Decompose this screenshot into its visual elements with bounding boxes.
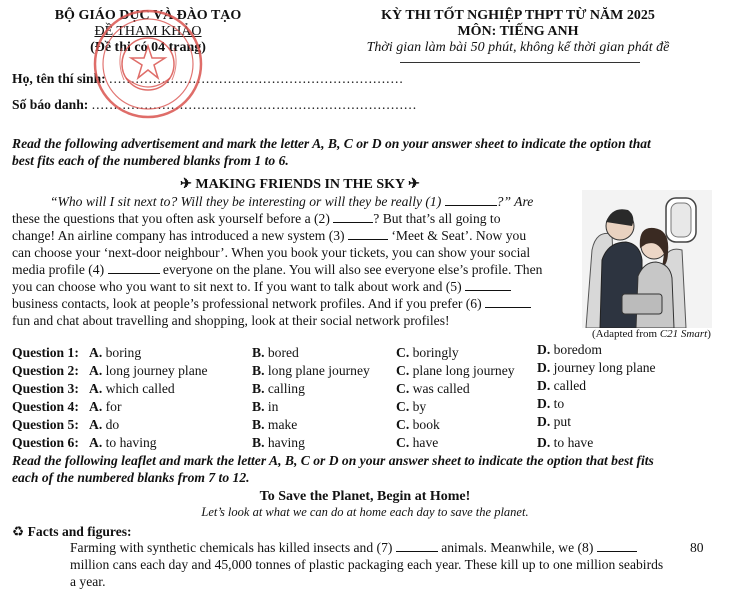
section1-instruction-line2: best fits each of the numbered blanks from 1 to 6.: [12, 153, 289, 168]
option-text: book: [412, 417, 440, 432]
option-letter: D.: [537, 414, 551, 429]
candidate-name-dots: ...................................................................: [109, 71, 404, 86]
option-letter: D.: [537, 378, 551, 393]
option-a[interactable]: [89, 381, 175, 397]
source-suffix: ): [707, 328, 711, 340]
passage-text: ?” Are: [496, 194, 534, 209]
option-d[interactable]: [537, 396, 564, 412]
time-note: Thời gian làm bài 50 phút, không kể thời gian phát đề: [366, 40, 670, 55]
ministry-name: BỘ GIÁO DỤC VÀ ĐÀO TẠO: [54, 8, 242, 23]
option-a[interactable]: [89, 435, 157, 451]
option-letter: C.: [396, 435, 410, 450]
option-c[interactable]: [396, 435, 438, 451]
option-c[interactable]: [396, 399, 426, 415]
passage-text: ? But that’s all going to: [373, 211, 501, 226]
option-text: to having: [105, 435, 157, 450]
couple-on-plane-illustration: [582, 190, 712, 328]
blank-2: [333, 211, 373, 223]
option-letter: A.: [89, 345, 103, 360]
source-name: C21 Smart: [659, 328, 708, 340]
option-a[interactable]: [89, 345, 141, 361]
section2-instruction-line1: Read the following leaflet and mark the letter A, B, C or D on your answer sheet to indicate the option that best fits: [12, 453, 654, 468]
facts-line-1-end: 80: [690, 540, 704, 555]
option-d[interactable]: [537, 414, 571, 430]
option-letter: C.: [396, 417, 410, 432]
facts-heading: Facts and figures:: [27, 524, 132, 539]
passage-text: everyone on the plane. You will also see everyone else’s profile. Then: [162, 262, 543, 277]
option-c[interactable]: [396, 345, 459, 361]
question-label: Question 4:: [12, 399, 79, 414]
option-text: in: [267, 399, 279, 414]
option-text: for: [105, 399, 122, 414]
passage-text: change! An airline company has introduced a new system (3): [12, 228, 345, 243]
source-prefix: (Adapted from: [592, 328, 660, 340]
option-b[interactable]: [252, 381, 305, 397]
passage-line-5: [12, 262, 542, 278]
passage-line-1: [50, 194, 533, 210]
option-letter: C.: [396, 381, 410, 396]
option-a[interactable]: [89, 363, 208, 379]
option-letter: A.: [89, 399, 103, 414]
facts-line-2: million cans each day and 45,000 tonnes of plastic packaging each year. These kill up to one million seabirds: [70, 557, 664, 572]
option-text: do: [105, 417, 120, 432]
facts-text: animals. Meanwhile, we (8): [441, 540, 594, 555]
option-text: having: [267, 435, 305, 450]
passage-text: “Who will I sit next to? Will they be interesting or will they be really (1): [50, 194, 442, 209]
option-text: to: [553, 396, 565, 411]
blank-4: [108, 262, 160, 274]
recycle-icon: ♻: [12, 524, 25, 539]
passage-text: ‘Meet & Seat’. Now you: [391, 228, 527, 243]
blank-3: [348, 228, 388, 240]
option-letter: D.: [537, 360, 551, 375]
passage-text: media profile (4): [12, 262, 105, 277]
option-b[interactable]: [252, 345, 299, 361]
option-letter: C.: [396, 363, 410, 378]
blank-5: [465, 279, 511, 291]
option-letter: B.: [252, 399, 265, 414]
facts-line-3: a year.: [70, 574, 106, 589]
question-label: Question 5:: [12, 417, 79, 432]
option-letter: B.: [252, 417, 265, 432]
option-letter: D.: [537, 342, 551, 357]
option-text: plane long journey: [412, 363, 515, 378]
facts-text: Farming with synthetic chemicals has killed insects and (7): [70, 540, 393, 555]
option-letter: A.: [89, 417, 103, 432]
question-label: Question 2:: [12, 363, 79, 378]
question-label: Question 3:: [12, 381, 79, 396]
doc-type: ĐỀ THAM KHẢO: [94, 24, 202, 39]
option-b[interactable]: [252, 363, 370, 379]
option-text: bored: [267, 345, 299, 360]
subject-title: MÔN: TIẾNG ANH: [457, 24, 579, 39]
option-letter: D.: [537, 435, 551, 450]
blank-6: [485, 296, 531, 308]
candidate-name-label: Họ, tên thí sinh:: [12, 71, 106, 86]
option-c[interactable]: [396, 417, 440, 433]
option-letter: A.: [89, 363, 103, 378]
option-d[interactable]: [537, 378, 586, 394]
option-text: called: [553, 378, 587, 393]
option-a[interactable]: [89, 417, 119, 433]
facts-heading-row: [12, 524, 132, 540]
candidate-id-row: [12, 97, 417, 113]
passage-line-7: [12, 296, 531, 312]
option-text: long journey plane: [105, 363, 208, 378]
passage-line-3: [12, 228, 526, 244]
option-letter: D.: [537, 396, 551, 411]
passage-text: these the questions that you often ask yourself before a (2): [12, 211, 330, 226]
question-row: [12, 360, 712, 381]
option-text: boringly: [412, 345, 459, 360]
candidate-id-dots: ..........................................................................: [91, 97, 418, 112]
option-letter: B.: [252, 363, 265, 378]
section1-instruction-line1: Read the following advertisement and mark the letter A, B, C or D on your answer sheet to indicate the option that: [12, 136, 651, 151]
option-text: journey long plane: [553, 360, 656, 375]
blank-1: [445, 194, 497, 206]
option-d[interactable]: [537, 435, 593, 451]
question-label: Question 1:: [12, 345, 79, 360]
option-letter: C.: [396, 399, 410, 414]
candidate-id-label: Số báo danh:: [12, 97, 89, 112]
passage-source: [592, 328, 711, 340]
option-letter: C.: [396, 345, 410, 360]
option-text: which called: [105, 381, 175, 396]
option-letter: B.: [252, 381, 265, 396]
passage-text: business contacts, look at people’s professional network profiles. And if you prefer (6): [12, 296, 482, 311]
question-label: Question 6:: [12, 435, 79, 450]
option-c[interactable]: [396, 363, 515, 379]
question-row: [12, 435, 712, 453]
passage-line-2: [12, 211, 501, 227]
option-text: by: [412, 399, 427, 414]
passage-text: you can choose who you want to sit next to. If you want to talk about work and (5): [12, 279, 462, 294]
facts-line-1: [70, 540, 637, 556]
leaflet-subtitle: Let’s look at what we can do at home each day to save the planet.: [201, 505, 529, 519]
leaflet-title: To Save the Planet, Begin at Home!: [259, 489, 471, 504]
candidate-name-row: [12, 71, 404, 87]
passage-line-6: [12, 279, 511, 295]
option-text: make: [267, 417, 298, 432]
advert-title: ✈ MAKING FRIENDS IN THE SKY ✈: [180, 177, 420, 192]
exam-title: KỲ THI TỐT NGHIỆP THPT TỪ NĂM 2025: [381, 8, 655, 23]
passage-line-8: fun and chat about travelling and shopping, look at their social network profiles!: [12, 313, 450, 328]
question-row: [12, 414, 712, 435]
option-text: calling: [267, 381, 305, 396]
option-letter: B.: [252, 345, 265, 360]
option-text: long plane journey: [267, 363, 370, 378]
option-text: to have: [553, 435, 594, 450]
option-a[interactable]: [89, 399, 121, 415]
option-text: have: [412, 435, 439, 450]
option-text: boring: [105, 345, 142, 360]
header-divider: [400, 62, 640, 63]
question-row: [12, 396, 712, 417]
option-d[interactable]: [537, 342, 602, 358]
blank-8: [597, 540, 637, 552]
blank-7: [396, 540, 438, 552]
option-letter: A.: [89, 381, 103, 396]
option-c[interactable]: [396, 381, 470, 397]
passage-line-4: can choose your ‘next-door neighbour’. When you book your tickets, you can show your social: [12, 245, 531, 260]
option-b[interactable]: [252, 435, 305, 451]
option-text: was called: [412, 381, 470, 396]
question-row: [12, 378, 712, 399]
option-letter: A.: [89, 435, 103, 450]
option-text: put: [553, 414, 571, 429]
page-count: (Đề thi có 04 trang): [90, 40, 206, 55]
option-letter: B.: [252, 435, 265, 450]
option-b[interactable]: [252, 417, 297, 433]
option-b[interactable]: [252, 399, 278, 415]
option-d[interactable]: [537, 360, 656, 376]
section2-instruction-line2: each of the numbered blanks from 7 to 12.: [12, 470, 250, 485]
option-text: boredom: [553, 342, 602, 357]
